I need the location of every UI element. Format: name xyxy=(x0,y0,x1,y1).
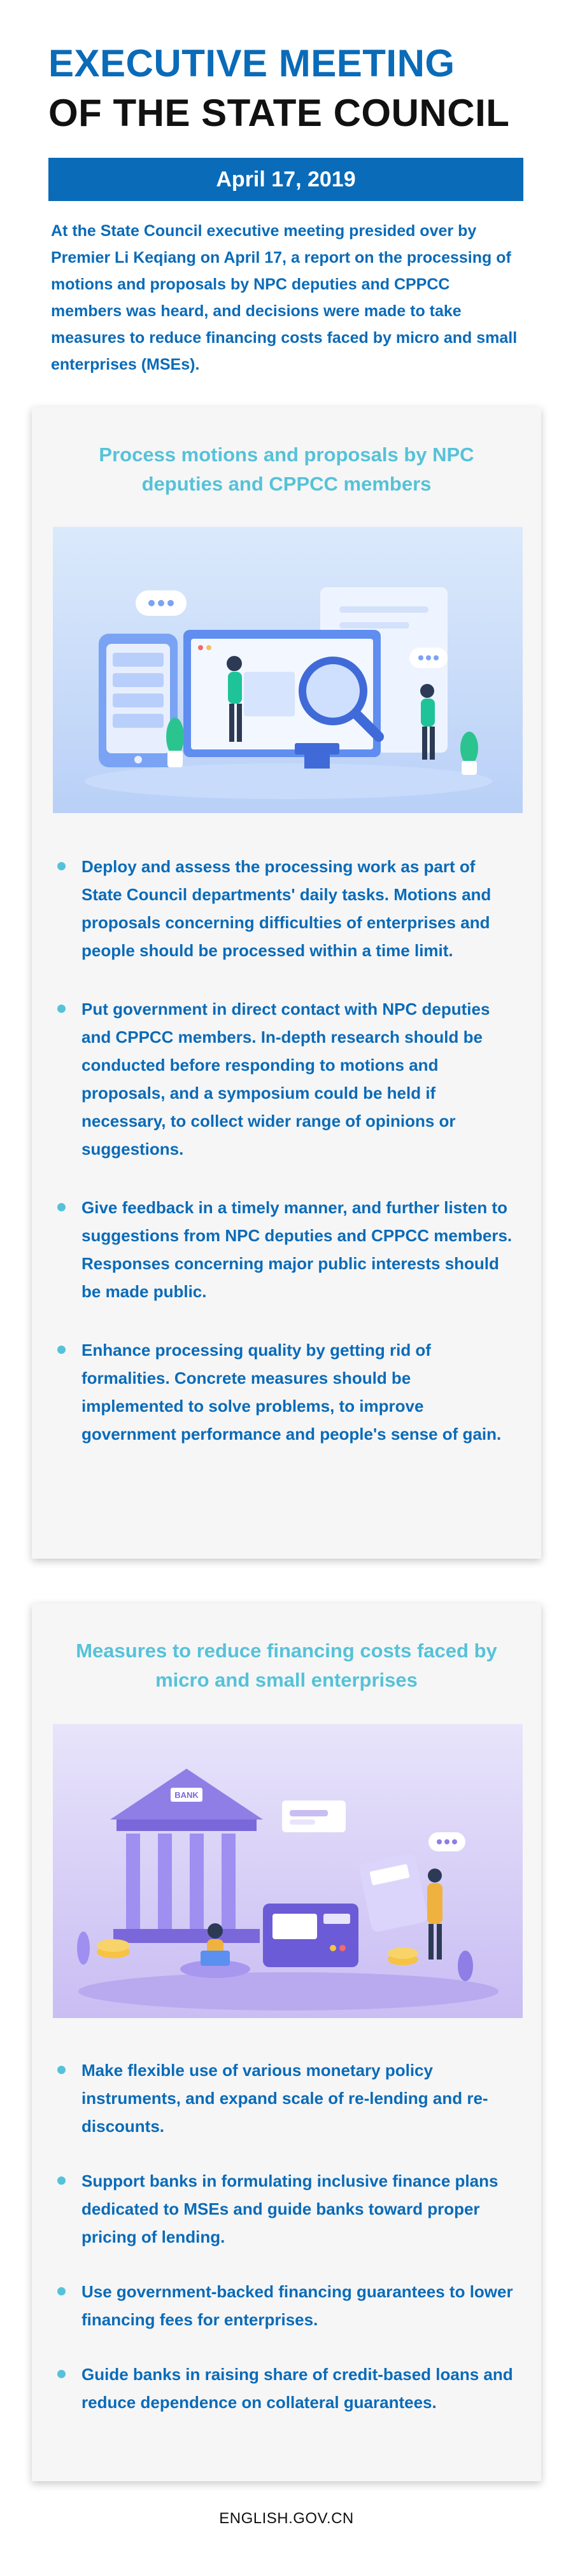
footer-source: ENGLISH.GOV.CN xyxy=(219,2510,354,2527)
section-card-motions xyxy=(32,407,541,1559)
bullet-text: Put government in direct contact with NPC deputies and CPPCC members. In-depth research should be conducted before responding to motions and proposals, and a symposium could be held if necessary, to collect wider range of opinions or suggestions. xyxy=(81,999,490,1159)
section-title-motions: Process motions and proposals by NPC deputies and CPPCC members xyxy=(99,443,474,495)
bullet-text: Make flexible use of various monetary policy instruments, and expand scale of re-lending and re-discounts. xyxy=(81,2061,488,2136)
list-item xyxy=(55,995,513,1163)
bullet-dot xyxy=(57,2066,66,2074)
list-item xyxy=(55,2360,513,2416)
bullet-text: Guide banks in raising share of credit-based loans and reduce dependence on collateral guarantees. xyxy=(81,2365,513,2412)
section-card-financing xyxy=(32,1603,541,2481)
list-item xyxy=(55,2167,513,2251)
bullet-dot xyxy=(57,2287,66,2295)
bullet-dot xyxy=(57,862,66,870)
bullet-dot xyxy=(57,1203,66,1211)
bullet-dot xyxy=(57,1346,66,1354)
financing-bullet-list xyxy=(55,2056,513,2416)
bank-sign: BANK xyxy=(174,1790,199,1800)
bullet-text: Deploy and assess the processing work as part of State Council departments' daily tasks. Motions and proposals concerning difficulties of enterprises and people should be processed within a time limit. xyxy=(81,857,492,960)
bank-illustration-graphic xyxy=(53,1724,523,2018)
illustration-office-screens xyxy=(53,527,523,813)
title-line-1: EXECUTIVE MEETING xyxy=(48,42,455,85)
illustration-bank xyxy=(53,1724,523,2018)
list-item xyxy=(55,1194,513,1305)
list-item xyxy=(55,2056,513,2140)
list-item xyxy=(55,2278,513,2334)
intro-paragraph: At the State Council executive meeting presided over by Premier Li Keqiang on April 17, a report on the processing of motions and proposals by NPC deputies and CPPCC members was heard, and decisions were made to take measures to reduce financing costs faced by micro and small enterprises (MSEs). xyxy=(51,222,518,373)
bullet-text: Support banks in formulating inclusive finance plans dedicated to MSEs and guide banks toward proper pricing of lending. xyxy=(81,2171,499,2246)
date-banner: April 17, 2019 xyxy=(48,158,523,201)
title-line-2: OF THE STATE COUNCIL xyxy=(48,92,510,134)
bullet-text: Give feedback in a timely manner, and further listen to suggestions from NPC deputies and CPPCC members. Responses concerning major public interests should be made public. xyxy=(81,1198,513,1301)
bullet-dot xyxy=(57,1005,66,1013)
bullet-text: Use government-backed financing guarantees to lower financing fees for enterprises. xyxy=(81,2282,513,2329)
bullet-text: Enhance processing quality by getting rid of formalities. Concrete measures should be implemented to solve problems, to improve government performance and people's sense of gain. xyxy=(81,1340,502,1444)
list-item xyxy=(55,853,513,964)
section-title-financing: Measures to reduce financing costs faced by micro and small enterprises xyxy=(76,1640,497,1691)
bullet-dot xyxy=(57,2176,66,2185)
motions-bullet-list xyxy=(55,853,513,1448)
office-illustration-graphic xyxy=(53,527,523,813)
list-item xyxy=(55,1336,513,1448)
bullet-dot xyxy=(57,2370,66,2378)
